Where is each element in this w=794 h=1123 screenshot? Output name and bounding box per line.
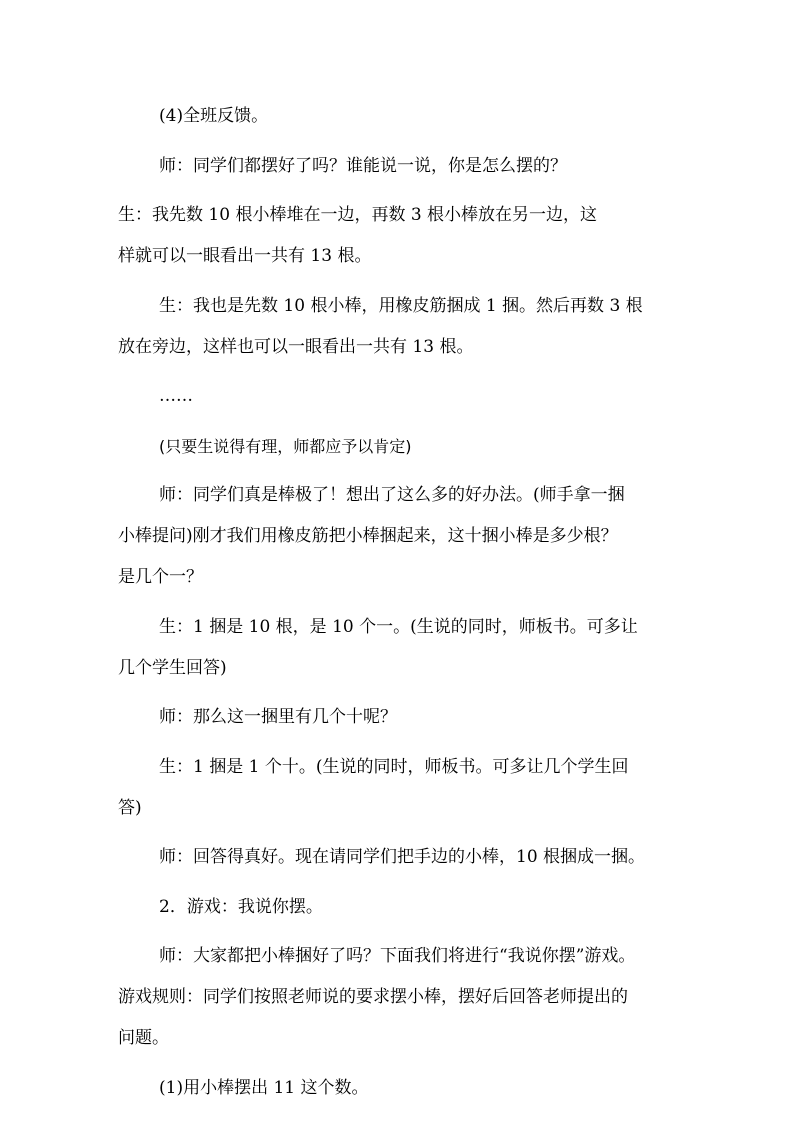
document-body: [118, 96, 676, 1117]
text-line: 师：回答得真好。现在请同学们把手边的小棒，10 根捆成一捆。: [159, 847, 646, 867]
text-line: (4)全班反馈。: [159, 106, 269, 126]
text-line: 放在旁边，这样也可以一眼看出一共有 13 根。: [118, 336, 474, 357]
text-line: 师：大家都把小棒捆好了吗？下面我们将进行“我说你摆”游戏。: [159, 946, 636, 966]
text-line: 几个学生回答): [118, 657, 227, 678]
text-line: ……: [159, 386, 193, 406]
paragraph-student-answer-2: [118, 286, 676, 368]
text-line: 师：同学们都摆好了吗？谁能说一说，你是怎么摆的？: [159, 155, 567, 176]
text-line: 生：我也是先数 10 根小棒，用橡皮筋捆成 1 捆。然后再数 3 根: [159, 295, 643, 316]
paragraph-teacher-praise: [118, 475, 676, 598]
paragraph-class-feedback: [118, 96, 676, 137]
text-line: 游戏规则：同学们按照老师说的要求摆小棒，摆好后回答老师提出的: [118, 987, 628, 1007]
text-line: (1)用小棒摆出 11 这个数。: [159, 1077, 369, 1098]
paragraph-student-answer-1: [118, 195, 676, 277]
text-line: 生：我先数 10 根小棒堆在一边，再数 3 根小棒放在另一边，这: [118, 205, 598, 225]
text-line: 生：1 捆是 1 个十。(生说的同时，师板书。可多让几个学生回: [159, 756, 629, 777]
paragraph-ellipsis: [118, 376, 676, 417]
paragraph-game-heading: [118, 887, 676, 928]
text-line: 生：1 捆是 10 根，是 10 个一。(生说的同时，师板书。可多让: [159, 616, 638, 637]
paragraph-task-1: [118, 1068, 676, 1109]
paragraph-student-answer-3: [118, 607, 676, 689]
text-line: 是几个一？: [118, 567, 203, 587]
text-line: (只要生说得有理，师都应予以肯定): [159, 436, 412, 456]
text-line: 答): [118, 797, 142, 818]
text-line: 2．游戏：我说你摆。: [159, 896, 323, 917]
text-line: 样就可以一眼看出一共有 13 根。: [118, 246, 372, 266]
paragraph-student-answer-4: [118, 747, 676, 829]
paragraph-teacher-question-2: [118, 697, 676, 738]
paragraph-teacher-note: [118, 426, 676, 467]
text-line: 问题。: [118, 1028, 169, 1048]
paragraph-teacher-instruction: [118, 837, 676, 878]
paragraph-game-rules: [118, 936, 676, 1059]
text-line: 小棒提问)刚才我们用橡皮筋把小棒捆起来，这十捆小棒是多少根？: [118, 526, 618, 546]
text-line: 师：同学们真是棒极了！想出了这么多的好办法。(师手拿一捆: [159, 485, 625, 505]
paragraph-teacher-question: [118, 146, 676, 187]
text-line: 师：那么这一捆里有几个十呢？: [159, 707, 397, 727]
